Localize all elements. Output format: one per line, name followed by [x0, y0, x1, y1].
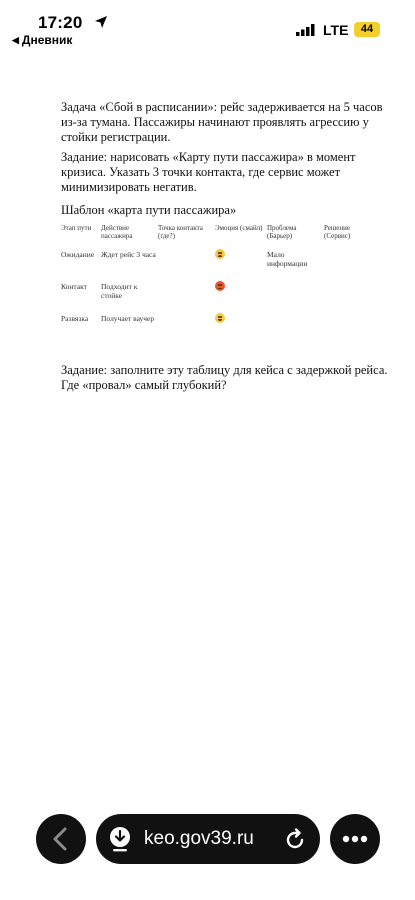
header-cell: Проблема (Барьер) — [267, 224, 297, 240]
table-cell: Подходит к стойке — [101, 282, 138, 300]
assignment-paragraph: Задание: нарисовать «Карту пути пассажира» в момент кризиса. Указать 3 точки контакта, где сервис может минимизировать негатив. — [61, 150, 356, 194]
more-button[interactable] — [330, 814, 380, 864]
table-row — [61, 250, 371, 282]
distressed-face-icon — [215, 249, 225, 259]
location-arrow-icon — [94, 15, 108, 29]
table-row — [61, 282, 371, 314]
browser-back-button[interactable] — [36, 814, 86, 864]
chevron-left-icon — [36, 814, 86, 864]
document-page — [61, 100, 391, 406]
network-type: LTE — [323, 22, 349, 38]
table-cell: Мало информации — [267, 250, 308, 268]
template-title: Шаблон «карта пути пассажира» — [61, 203, 237, 217]
address-bar[interactable] — [96, 814, 320, 864]
table-cell — [324, 314, 371, 340]
table-header-row — [61, 224, 371, 250]
header-cell: Действие пассажира — [101, 224, 133, 240]
task-paragraph: Задача «Сбой в расписании»: рейс задерживается на 5 часов из-за тумана. Пассажиры начинают проявлять агрессию у стойки регистрации. — [61, 100, 383, 144]
back-to-app-link[interactable] — [12, 33, 72, 47]
table-cell — [267, 314, 324, 340]
table-cell: Ждет рейс 3 часа — [101, 250, 156, 259]
url-text[interactable]: keo.gov39.ru — [144, 828, 254, 849]
smiling-face-icon — [215, 313, 225, 323]
header-cell: Точка контакта (где?) — [158, 224, 203, 240]
table-cell — [158, 250, 215, 282]
download-icon[interactable] — [108, 826, 132, 852]
header-cell: Решение (Сервис) — [324, 224, 351, 240]
table-row — [61, 314, 371, 340]
clock: 17:20 — [38, 13, 83, 32]
battery-indicator: 44 — [354, 22, 380, 37]
more-icon — [330, 814, 380, 864]
angry-face-icon — [215, 281, 225, 291]
table-cell — [158, 282, 215, 314]
fill-table-task: Задание: заполните эту таблицу для кейса с задержкой рейса. Где «провал» самый глубокий? — [61, 363, 388, 392]
header-cell: Этап пути — [61, 224, 92, 232]
back-triangle-icon: ◀ — [12, 34, 19, 45]
emoji-cell — [215, 250, 267, 282]
back-app-label: Дневник — [21, 33, 73, 47]
table-cell — [324, 282, 371, 314]
journey-map-table — [61, 224, 371, 340]
table-cell: Контакт — [61, 282, 87, 291]
table-cell: Развязка — [61, 314, 89, 323]
table-cell: Ожидание — [61, 250, 95, 259]
table-cell — [324, 250, 371, 282]
reload-icon[interactable] — [284, 827, 306, 851]
signal-icon — [296, 24, 316, 36]
emoji-cell — [215, 282, 267, 314]
status-bar — [0, 0, 415, 56]
header-cell: Эмоция (смайл) — [215, 224, 263, 232]
table-cell — [158, 314, 215, 340]
table-cell — [267, 282, 324, 314]
table-cell: Получает ваучер — [101, 314, 155, 323]
emoji-cell — [215, 314, 267, 340]
